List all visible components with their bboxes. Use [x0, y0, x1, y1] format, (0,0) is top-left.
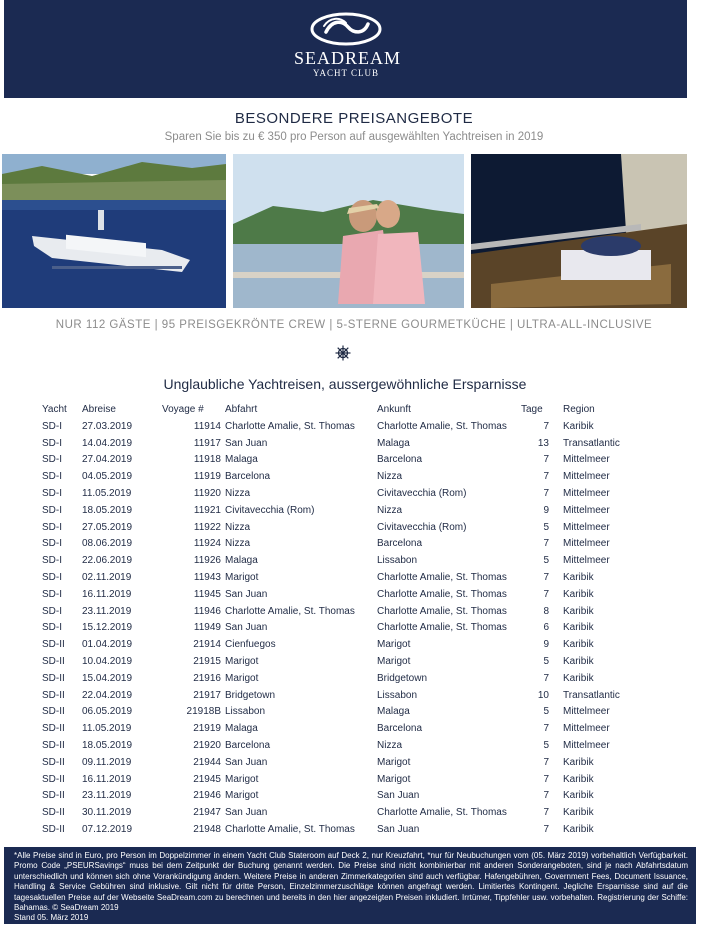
cell-abfahrt: Lissabon [225, 706, 266, 718]
cell-voyage: 21916 [193, 672, 221, 684]
cell-voyage: 11921 [193, 504, 221, 516]
cell-voyage: 21944 [193, 756, 221, 768]
cell-abreise: 10.04.2019 [82, 656, 133, 668]
header-voyage: Voyage # [162, 403, 204, 415]
cell-yacht: SD-II [42, 656, 65, 668]
page-title: BESONDERE PREISANGEBOTE [234, 110, 474, 127]
cell-region: Karibik [563, 824, 594, 836]
footer-disclaimer [4, 847, 696, 924]
cell-abfahrt: Charlotte Amalie, St. Thomas [225, 824, 355, 836]
cell-tage: 5 [543, 656, 549, 668]
cell-yacht: SD-I [42, 521, 62, 533]
cell-tage: 7 [543, 807, 549, 819]
cell-ankunft: Bridgetown [377, 672, 428, 684]
cell-region: Karibik [563, 672, 594, 684]
cell-abfahrt: San Juan [225, 756, 268, 768]
header-banner [4, 0, 687, 98]
table-row [42, 435, 645, 452]
cell-ankunft: Marigot [377, 656, 411, 668]
cell-yacht: SD-I [42, 454, 62, 466]
cell-region: Mittelmeer [563, 555, 610, 567]
table-row [42, 653, 645, 670]
table-row [42, 552, 645, 569]
cell-ankunft: San Juan [377, 790, 420, 802]
cell-abfahrt: Bridgetown [225, 689, 276, 701]
cell-abreise: 27.04.2019 [82, 454, 133, 466]
cell-abfahrt: Charlotte Amalie, St. Thomas [225, 605, 355, 617]
cell-abfahrt: San Juan [225, 807, 268, 819]
cell-yacht: SD-I [42, 471, 62, 483]
cell-abfahrt: Cienfuegos [225, 639, 276, 651]
cell-yacht: SD-II [42, 706, 65, 718]
cell-voyage: 11926 [193, 555, 221, 567]
cell-ankunft: Charlotte Amalie, St. Thomas [377, 605, 507, 617]
header-region: Region [563, 403, 595, 415]
cell-abreise: 30.11.2019 [82, 807, 132, 819]
cell-yacht: SD-I [42, 555, 62, 567]
cell-abreise: 22.04.2019 [82, 689, 133, 701]
cell-voyage: 21915 [193, 656, 221, 668]
cell-region: Karibik [563, 773, 594, 785]
features-tagline: NUR 112 GÄSTE | 95 PREISGEKRÖNTE CREW | 5-STERNE GOURMETKÜCHE | ULTRA-ALL-INCLUSIVE [55, 319, 653, 331]
cell-abfahrt: Malaga [225, 723, 258, 735]
cell-tage: 7 [543, 773, 549, 785]
cell-abreise: 15.04.2019 [82, 672, 133, 684]
cell-tage: 7 [543, 488, 549, 500]
table-row [42, 536, 645, 553]
cell-abreise: 06.05.2019 [82, 706, 133, 718]
seadream-logo [294, 12, 402, 78]
cell-abreise: 02.11.2019 [82, 572, 132, 584]
cell-ankunft: Marigot [377, 773, 411, 785]
cell-ankunft: Barcelona [377, 538, 423, 550]
brand-subtitle: YACHT CLUB [312, 68, 380, 78]
cell-abfahrt: San Juan [225, 437, 268, 449]
table-row [42, 569, 645, 586]
cell-tage: 7 [543, 756, 549, 768]
cell-region: Transatlantic [563, 689, 620, 701]
ship-wheel-icon [335, 345, 351, 361]
cell-voyage: 21945 [193, 773, 221, 785]
header-abfahrt: Abfahrt [225, 403, 258, 415]
cell-voyage: 21917 [193, 689, 221, 701]
cell-abfahrt: Charlotte Amalie, St. Thomas [225, 420, 355, 432]
voyage-table [42, 400, 645, 838]
cell-yacht: SD-I [42, 437, 62, 449]
cell-abfahrt: Marigot [225, 656, 259, 668]
table-body [42, 418, 645, 838]
table-header-row [42, 400, 645, 418]
cell-abfahrt: Malaga [225, 555, 258, 567]
cell-ankunft: Nizza [377, 740, 403, 752]
cell-yacht: SD-I [42, 605, 62, 617]
cell-abreise: 04.05.2019 [82, 471, 133, 483]
cell-region: Karibik [563, 622, 594, 634]
cell-abfahrt: Nizza [225, 488, 251, 500]
table-row [42, 418, 645, 435]
cell-tage: 7 [543, 588, 549, 600]
cell-tage: 7 [543, 454, 549, 466]
cell-abfahrt: Marigot [225, 790, 259, 802]
cell-abreise: 23.11.2019 [82, 790, 132, 802]
cell-abreise: 09.11.2019 [82, 756, 132, 768]
table-row [42, 620, 645, 637]
cell-tage: 7 [543, 790, 549, 802]
cell-tage: 5 [543, 706, 549, 718]
cell-yacht: SD-II [42, 639, 65, 651]
cell-abreise: 15.12.2019 [82, 622, 133, 634]
cell-ankunft: Charlotte Amalie, St. Thomas [377, 622, 507, 634]
cell-voyage: 21920 [193, 740, 221, 752]
header-abreise: Abreise [82, 403, 116, 415]
cell-ankunft: Barcelona [377, 723, 423, 735]
yacht-photo [2, 154, 226, 308]
cell-abfahrt: Marigot [225, 572, 259, 584]
couple-photo [233, 154, 464, 308]
cell-abreise: 27.05.2019 [82, 521, 133, 533]
cell-tage: 7 [543, 572, 549, 584]
cell-abreise: 14.04.2019 [82, 437, 133, 449]
cell-ankunft: Civitavecchia (Rom) [377, 521, 467, 533]
cell-voyage: 11949 [193, 622, 221, 634]
cell-tage: 7 [543, 420, 549, 432]
cell-yacht: SD-II [42, 773, 65, 785]
cell-yacht: SD-II [42, 824, 65, 836]
cell-abfahrt: Malaga [225, 454, 258, 466]
cell-voyage: 11914 [193, 420, 221, 432]
cell-abreise: 22.06.2019 [82, 555, 133, 567]
table-row [42, 737, 645, 754]
cell-voyage: 11920 [193, 488, 221, 500]
page-subtitle: Sparen Sie bis zu € 350 pro Person auf ausgewählten Yachtreisen in 2019 [164, 131, 544, 143]
cell-region: Karibik [563, 807, 594, 819]
cell-tage: 9 [543, 504, 549, 516]
cell-voyage: 21947 [193, 807, 221, 819]
cell-voyage: 21919 [193, 723, 221, 735]
cell-abreise: 16.11.2019 [82, 588, 132, 600]
cell-tage: 10 [537, 689, 549, 701]
cell-ankunft: Malaga [377, 706, 410, 718]
brand-name: SEADREAM [294, 48, 402, 68]
table-row [42, 603, 645, 620]
cell-yacht: SD-I [42, 420, 62, 432]
cell-yacht: SD-I [42, 588, 62, 600]
cell-abreise: 23.11.2019 [82, 605, 132, 617]
table-row [42, 519, 645, 536]
cell-voyage: 11919 [193, 471, 221, 483]
cell-abfahrt: Nizza [225, 521, 251, 533]
cell-ankunft: Lissabon [377, 689, 418, 701]
table-title: Unglaubliche Yachtreisen, aussergewöhnliche Ersparnisse [163, 376, 527, 392]
cell-abreise: 18.05.2019 [82, 504, 133, 516]
header-ankunft: Ankunft [377, 403, 411, 415]
cell-abreise: 07.12.2019 [82, 824, 133, 836]
disclaimer-date: Stand 05. März 2019 [14, 913, 89, 923]
cell-ankunft: Charlotte Amalie, St. Thomas [377, 807, 507, 819]
table-row [42, 771, 645, 788]
cell-region: Mittelmeer [563, 488, 610, 500]
cell-abreise: 18.05.2019 [82, 740, 133, 752]
table-row [42, 586, 645, 603]
cell-ankunft: Barcelona [377, 454, 423, 466]
cell-yacht: SD-II [42, 672, 65, 684]
cell-ankunft: Marigot [377, 639, 411, 651]
cell-region: Karibik [563, 588, 594, 600]
table-row [42, 804, 645, 821]
cell-abfahrt: Barcelona [225, 471, 271, 483]
cell-yacht: SD-II [42, 723, 65, 735]
cell-tage: 7 [543, 672, 549, 684]
cell-tage: 7 [543, 723, 549, 735]
cell-region: Mittelmeer [563, 538, 610, 550]
cell-region: Mittelmeer [563, 521, 610, 533]
cell-voyage: 21948 [193, 824, 221, 836]
cell-region: Karibik [563, 656, 594, 668]
cell-voyage: 11945 [193, 588, 221, 600]
table-row [42, 720, 645, 737]
table-row [42, 754, 645, 771]
cell-ankunft: Malaga [377, 437, 410, 449]
cell-ankunft: Nizza [377, 504, 403, 516]
cell-region: Mittelmeer [563, 706, 610, 718]
table-row [42, 687, 645, 704]
cell-abfahrt: San Juan [225, 622, 268, 634]
cell-abreise: 16.11.2019 [82, 773, 132, 785]
cell-yacht: SD-I [42, 488, 62, 500]
seadream-logo-icon [310, 12, 382, 46]
cell-tage: 5 [543, 740, 549, 752]
cell-yacht: SD-I [42, 538, 62, 550]
cell-voyage: 21914 [193, 639, 221, 651]
cell-tage: 8 [543, 605, 549, 617]
cell-abreise: 01.04.2019 [82, 639, 133, 651]
cell-region: Karibik [563, 639, 594, 651]
cell-ankunft: Nizza [377, 471, 403, 483]
cell-voyage: 11918 [193, 454, 221, 466]
cell-region: Karibik [563, 420, 594, 432]
cell-region: Mittelmeer [563, 471, 610, 483]
cell-region: Mittelmeer [563, 740, 610, 752]
cell-voyage: 11917 [193, 437, 221, 449]
table-row [42, 468, 645, 485]
cell-abfahrt: Nizza [225, 538, 251, 550]
table-row [42, 636, 645, 653]
cell-tage: 13 [537, 437, 549, 449]
deck-night-photo [471, 154, 687, 308]
table-row [42, 821, 645, 838]
cell-voyage: 21946 [193, 790, 221, 802]
cell-yacht: SD-II [42, 740, 65, 752]
cell-tage: 7 [543, 538, 549, 550]
table-row [42, 704, 645, 721]
cell-yacht: SD-II [42, 756, 65, 768]
cell-ankunft: Charlotte Amalie, St. Thomas [377, 572, 507, 584]
cell-yacht: SD-II [42, 790, 65, 802]
table-row [42, 452, 645, 469]
cell-abfahrt: Marigot [225, 672, 259, 684]
cell-abfahrt: Marigot [225, 773, 259, 785]
header-tage: Tage [521, 403, 543, 415]
cell-yacht: SD-I [42, 504, 62, 516]
cell-abfahrt: Civitavecchia (Rom) [225, 504, 315, 516]
cell-abreise: 11.05.2019 [82, 723, 132, 735]
cell-abreise: 08.06.2019 [82, 538, 133, 550]
disclaimer-text: *Alle Preise sind in Euro, pro Person im Doppelzimmer in einem Yacht Club Stateroom auf Deck 2, nur Kreuzfahrt, *nur für Neubuchungen vom (05. März 2019) vorbehaltlich Verfügbarkeit. Promo Code „PSEURSavings“ muss bei dem Zeitpunkt der Buchung genannt werden. Die Preise sind nicht kombinierbar mit anderen Sonderangeboten, sind je nach Abfahrtsdatum unterschiedlich und können sich ohne Vorankündigung ändern. Weitere Preise in anderen Zimmerkategorien sind auch verfügbar. Hafengebühren, Government Fees, Document Issuance, Handling & Service Gebühren sind inklusive. Gilt nicht für dritte Person, Einzelzimmerzuschläge können angefragt werden. Limitiertes Kontingent. Jegliche Ersparnisse sind auf die tagesaktuellen Preise auf der Webseite SeaDream.com zu berechnen und bereits in den hier angezeigten Preisen inkludiert. Irrtümer, Tippfehler usw. vorbehalten. Registrierung der Schiffe: Bahamas. © SeaDream 2019 [14, 851, 688, 913]
cell-ankunft: San Juan [377, 824, 420, 836]
cell-region: Transatlantic [563, 437, 620, 449]
cell-region: Mittelmeer [563, 454, 610, 466]
cell-voyage: 11924 [193, 538, 221, 550]
cell-ankunft: Charlotte Amalie, St. Thomas [377, 420, 507, 432]
cell-yacht: SD-II [42, 689, 65, 701]
cell-ankunft: Civitavecchia (Rom) [377, 488, 467, 500]
cell-tage: 9 [543, 639, 549, 651]
cell-region: Karibik [563, 572, 594, 584]
cell-voyage: 11946 [193, 605, 221, 617]
cell-tage: 7 [543, 824, 549, 836]
header-yacht: Yacht [42, 403, 67, 415]
table-row [42, 485, 645, 502]
cell-region: Karibik [563, 790, 594, 802]
cell-tage: 5 [543, 521, 549, 533]
cell-region: Mittelmeer [563, 504, 610, 516]
table-row [42, 502, 645, 519]
cell-tage: 7 [543, 471, 549, 483]
cell-tage: 6 [543, 622, 549, 634]
cell-abreise: 11.05.2019 [82, 488, 132, 500]
cell-region: Karibik [563, 605, 594, 617]
cell-voyage: 11922 [193, 521, 221, 533]
cell-region: Mittelmeer [563, 723, 610, 735]
cell-ankunft: Charlotte Amalie, St. Thomas [377, 588, 507, 600]
cell-yacht: SD-II [42, 807, 65, 819]
cell-ankunft: Lissabon [377, 555, 418, 567]
cell-abreise: 27.03.2019 [82, 420, 133, 432]
table-row [42, 670, 645, 687]
table-row [42, 788, 645, 805]
cell-yacht: SD-I [42, 622, 62, 634]
cell-voyage: 21918B [186, 706, 221, 718]
cell-voyage: 11943 [193, 572, 221, 584]
cell-ankunft: Marigot [377, 756, 411, 768]
cell-region: Karibik [563, 756, 594, 768]
cell-abfahrt: Barcelona [225, 740, 271, 752]
cell-abfahrt: San Juan [225, 588, 268, 600]
cell-tage: 5 [543, 555, 549, 567]
cell-yacht: SD-I [42, 572, 62, 584]
